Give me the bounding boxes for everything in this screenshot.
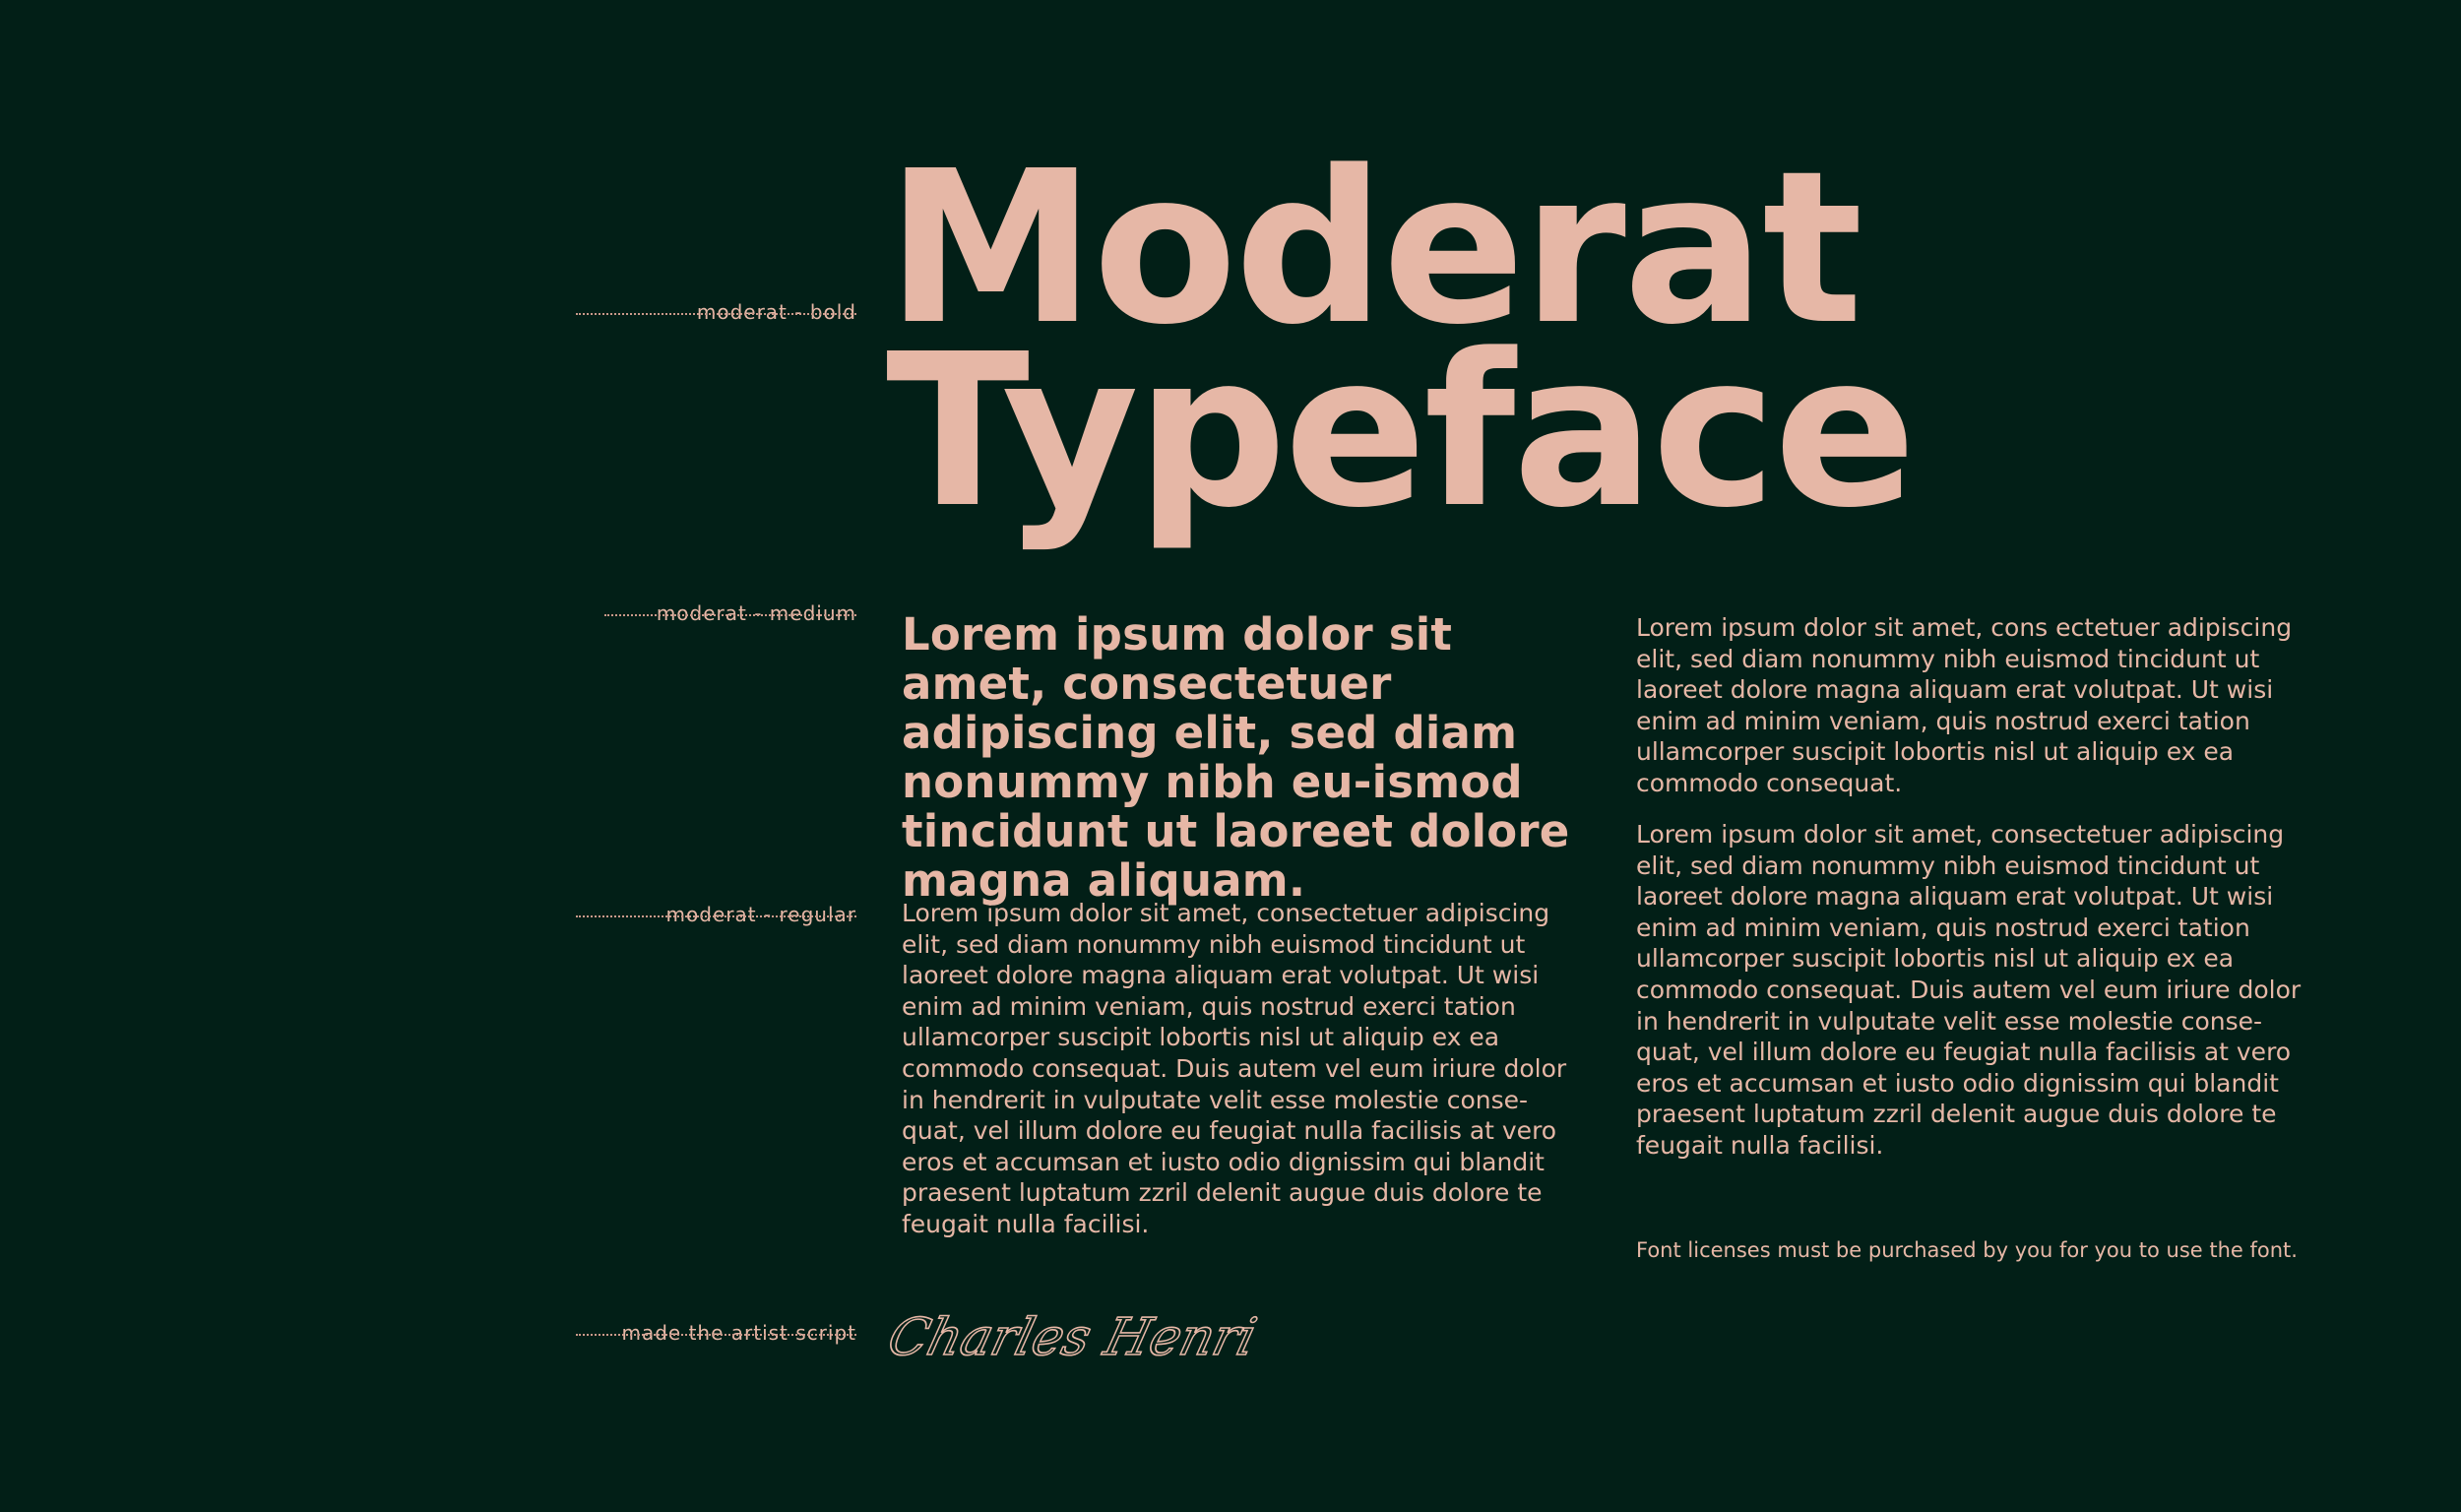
regular-sample-paragraph: Lorem ipsum dolor sit amet, consectetuer adipiscing elit, sed diam nonummy nibh euismod tincidunt ut laoreet dolore magna aliquam erat volutpat. Ut wisi enim ad minim veniam, quis nostrud exerci tation ullamcorper suscipit lobortis nisl ut aliquip ex ea commodo consequat. Duis autem vel eum iriure dolor in hendrerit in vulputate velit esse molestie conse-quat, vel illum dolore eu feugiat nulla facilisis at vero eros et accumsan et iusto odio dignissim qui blandit praesent luptatum zzril delenit augue duis dolore te feugait nulla facilisi. [902,899,1567,1238]
leader-line-script [576,1334,856,1336]
label-artist-script [621,1321,856,1345]
medium-sample-paragraph: Lorem ipsum dolor sit amet, consectetuer adipiscing elit, sed diam nonummy nibh eu-ismod tincidunt ut laoreet dolore magna aliquam. [902,608,1570,907]
leader-line-medium [604,614,856,616]
label-moderat-bold-text: moderat - bold [696,300,856,324]
label-moderat-medium [657,601,856,625]
specimen-title [886,126,1914,554]
label-moderat-regular-text: moderat - regular [665,903,856,926]
signature-script-graphic [882,1297,1263,1376]
leader-line-bold [576,313,856,315]
artist-signature [882,1297,1263,1376]
title-line-2: Typeface [886,309,1914,554]
label-moderat-bold [697,300,856,324]
leader-line-regular [576,915,856,917]
license-note: Font licenses must be purchased by you for you to use the font. [1636,1238,2298,1262]
label-artist-script-text: made the artist script [621,1321,856,1345]
title-line-1: Moderat [886,126,1861,371]
right-column-paragraph-2: Lorem ipsum dolor sit amet, consectetuer adipiscing elit, sed diam nonummy nibh euismod tincidunt ut laoreet dolore magna aliquam erat volutpat. Ut wisi enim ad minim veniam, quis nostrud exerci tation ullamcorper suscipit lobortis nisl ut aliquip ex ea commodo consequat. Duis autem vel eum iriure dolor in hendrerit in vulputate velit esse molestie conse-quat, vel illum dolore eu feugiat nulla facilisis at vero eros et accumsan et iusto odio dignissim qui blandit praesent luptatum zzril delenit augue duis dolore te feugait nulla facilisi. [1636,820,2302,1160]
right-column-paragraph-1: Lorem ipsum dolor sit amet, cons ectetuer adipiscing elit, sed diam nonummy nibh euismod tincidunt ut laoreet dolore magna aliquam erat volutpat. Ut wisi enim ad minim veniam, quis nostrud exerci tation ullamcorper suscipit lobortis nisl ut aliquip ex ea commodo consequat. [1636,613,2293,797]
signature-text: Charles Henri [882,1307,1263,1367]
label-moderat-regular [666,903,856,926]
label-moderat-medium-text: moderat - medium [656,601,856,625]
